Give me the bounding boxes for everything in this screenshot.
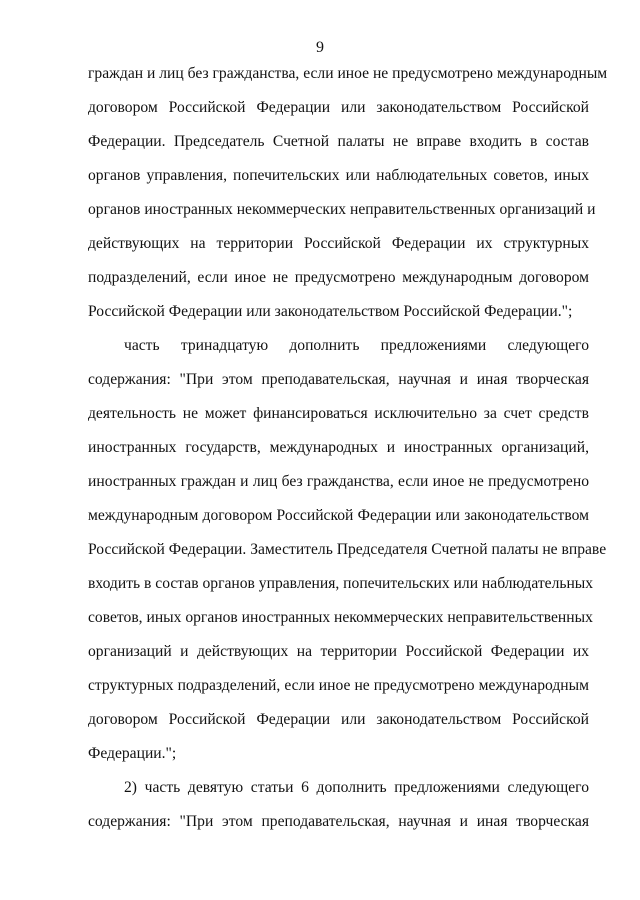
text-line: подразделений, если иное не предусмотрено международным договором: [88, 269, 589, 286]
text-line: иностранных граждан и лиц без гражданства, если иное не предусмотрено: [88, 473, 589, 490]
text-line: советов, иных органов иностранных некоммерческих неправительственных: [88, 609, 593, 626]
text-line: договором Российской Федерации или законодательством Российской: [88, 711, 589, 728]
text-line: Федерации. Председатель Счетной палаты не вправе входить в состав: [88, 133, 589, 150]
page-number: 9: [316, 39, 324, 56]
text-line: структурных подразделений, если иное не предусмотрено международным: [88, 677, 589, 694]
text-line: часть тринадцатую дополнить предложениями следующего: [124, 337, 589, 354]
text-line: 2) часть девятую статьи 6 дополнить предложениями следующего: [124, 779, 589, 796]
text-line: содержания: "При этом преподавательская, научная и иная творческая: [88, 813, 589, 830]
body-text: [88, 64, 608, 846]
text-line: органов управления, попечительских или наблюдательных советов, иных: [88, 167, 589, 184]
text-line: действующих на территории Российской Федерации их структурных: [88, 235, 589, 252]
text-line: граждан и лиц без гражданства, если иное не предусмотрено международным: [88, 65, 608, 82]
text-line: организаций и действующих на территории Российской Федерации их: [88, 643, 589, 660]
text-line: деятельность не может финансироваться исключительно за счет средств: [88, 405, 589, 422]
text-line: содержания: "При этом преподавательская, научная и иная творческая: [88, 371, 589, 388]
text-line: входить в состав органов управления, попечительских или наблюдательных: [88, 575, 594, 592]
text-line: Российской Федерации. Заместитель Председателя Счетной палаты не вправе: [88, 541, 607, 558]
text-line: иностранных государств, международных и иностранных организаций,: [88, 439, 589, 456]
text-line: договором Российской Федерации или законодательством Российской: [88, 99, 589, 116]
text-line: международным договором Российской Федерации или законодательством: [88, 507, 589, 524]
text-line: Федерации.";: [88, 745, 177, 762]
text-line: органов иностранных некоммерческих неправительственных организаций и: [88, 201, 596, 218]
text-line: Российской Федерации или законодательством Российской Федерации.";: [88, 303, 573, 320]
